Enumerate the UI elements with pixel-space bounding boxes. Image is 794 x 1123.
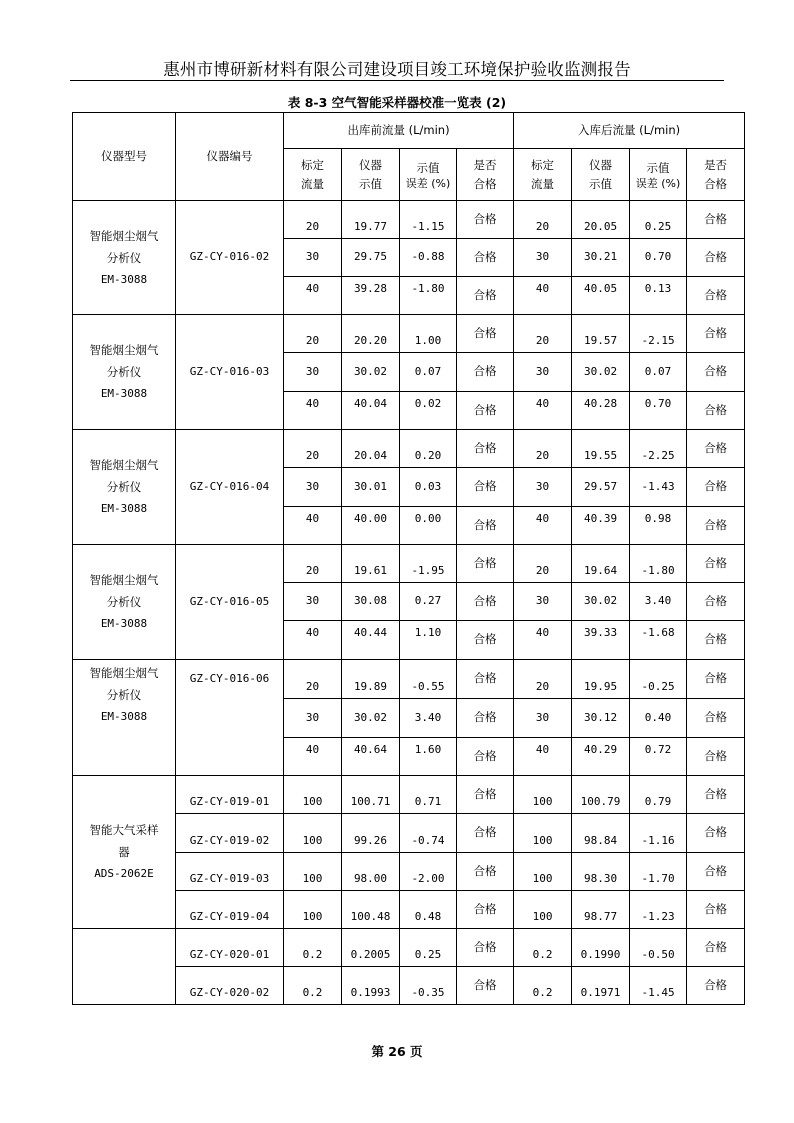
std-flow-out: 100	[284, 853, 342, 891]
std-flow-out: 30	[284, 468, 342, 507]
indicated-in: 30.12	[572, 699, 630, 738]
indicated-out: 39.28	[342, 277, 400, 315]
instrument-id-cell: GZ-CY-016-03	[176, 315, 284, 430]
table-row	[73, 776, 745, 814]
error-in: -0.50	[630, 929, 687, 967]
error-out: 1.60	[400, 738, 457, 776]
header-row-1	[73, 113, 745, 149]
header-error-out	[400, 149, 457, 201]
error-out: 0.07	[400, 353, 457, 392]
instrument-id-cell: GZ-CY-016-05	[176, 545, 284, 660]
error-out: 3.40	[400, 699, 457, 738]
model-text: 智能烟尘烟气	[89, 458, 159, 472]
error-out: 0.48	[400, 891, 457, 929]
instrument-id-cell: GZ-CY-016-06	[176, 660, 284, 776]
indicated-out: 0.1993	[342, 967, 400, 1005]
indicated-in: 40.05	[572, 277, 630, 315]
pass-in: 合格	[687, 392, 745, 430]
error-in: 0.70	[630, 239, 687, 277]
model-text: ADS-2062E	[94, 867, 154, 880]
pass-in: 合格	[687, 583, 745, 621]
indicated-in: 39.33	[572, 621, 630, 660]
std-flow-out: 40	[284, 392, 342, 430]
std-flow-out: 20	[284, 545, 342, 583]
error-in: 3.40	[630, 583, 687, 621]
error-out: -1.80	[400, 277, 457, 315]
indicated-out: 30.08	[342, 583, 400, 621]
pass-in: 合格	[687, 201, 745, 239]
indicated-in: 40.28	[572, 392, 630, 430]
model-cell	[73, 776, 176, 929]
std-flow-in: 100	[514, 776, 572, 814]
header-text: 示值	[589, 176, 613, 191]
std-flow-in: 20	[514, 660, 572, 699]
model-text: 分析仪	[106, 480, 142, 494]
table-row	[73, 315, 745, 353]
std-flow-in: 20	[514, 201, 572, 239]
std-flow-out: 20	[284, 201, 342, 239]
pass-in: 合格	[687, 353, 745, 392]
model-text: EM-3088	[100, 617, 148, 630]
instrument-id-cell: GZ-CY-016-02	[176, 201, 284, 315]
model-text: 智能烟尘烟气	[89, 343, 159, 357]
pass-in: 合格	[687, 853, 745, 891]
indicated-out: 40.44	[342, 621, 400, 660]
std-flow-in: 30	[514, 239, 572, 277]
indicated-out: 40.64	[342, 738, 400, 776]
error-in: -1.45	[630, 967, 687, 1005]
indicated-out: 19.61	[342, 545, 400, 583]
std-flow-out: 20	[284, 430, 342, 468]
error-out: 0.71	[400, 776, 457, 814]
table-row	[73, 430, 745, 468]
header-model: 仪器型号	[73, 113, 176, 201]
model-text: 分析仪	[106, 250, 142, 265]
indicated-in: 30.02	[572, 353, 630, 392]
model-text: EM-3088	[100, 710, 148, 723]
model-text: 智能大气采样	[89, 823, 159, 837]
error-out: 0.25	[400, 929, 457, 967]
model-cell	[73, 660, 176, 776]
header-text: 仪器	[359, 157, 382, 172]
header-text: 流量	[301, 176, 324, 191]
error-in: -1.16	[630, 814, 687, 853]
pass-in: 合格	[687, 468, 745, 507]
model-text: EM-3088	[100, 502, 148, 515]
pass-in: 合格	[687, 239, 745, 277]
std-flow-out: 30	[284, 353, 342, 392]
header-text: 示值	[359, 176, 382, 191]
std-flow-out: 40	[284, 507, 342, 545]
error-in: 0.40	[630, 699, 687, 738]
error-out: -0.55	[400, 660, 457, 699]
model-cell	[73, 430, 176, 545]
header-std-flow-in	[514, 149, 572, 201]
error-out: 0.27	[400, 583, 457, 621]
indicated-in: 98.30	[572, 853, 630, 891]
std-flow-out: 30	[284, 699, 342, 738]
std-flow-out: 20	[284, 660, 342, 699]
header-text: 是否	[704, 157, 728, 172]
indicated-out: 40.00	[342, 507, 400, 545]
model-cell	[73, 201, 176, 315]
pass-in: 合格	[687, 621, 745, 660]
indicated-out: 99.26	[342, 814, 400, 853]
indicated-out: 30.02	[342, 353, 400, 392]
error-out: 0.00	[400, 507, 457, 545]
std-flow-in: 40	[514, 392, 572, 430]
pass-out: 合格	[457, 967, 514, 1005]
instrument-id-cell: GZ-CY-020-02	[176, 967, 284, 1005]
std-flow-in: 100	[514, 814, 572, 853]
report-header: 惠州市博研新材料有限公司建设项目竣工环境保护验收监测报告	[163, 60, 631, 79]
error-out: -2.00	[400, 853, 457, 891]
header-text: 是否	[473, 157, 497, 172]
pass-out: 合格	[457, 277, 514, 315]
table-row	[73, 660, 745, 699]
std-flow-in: 20	[514, 315, 572, 353]
header-error-in	[630, 149, 687, 201]
pass-in: 合格	[687, 967, 745, 1005]
pass-out: 合格	[457, 545, 514, 583]
std-flow-out: 40	[284, 621, 342, 660]
indicated-in: 30.02	[572, 583, 630, 621]
indicated-in: 19.55	[572, 430, 630, 468]
header-text: 标定	[531, 157, 555, 172]
error-in: 0.79	[630, 776, 687, 814]
indicated-out: 20.20	[342, 315, 400, 353]
indicated-out: 29.75	[342, 239, 400, 277]
pass-out: 合格	[457, 315, 514, 353]
indicated-in: 40.39	[572, 507, 630, 545]
model-cell	[73, 545, 176, 660]
pass-out: 合格	[457, 468, 514, 507]
error-out: -0.74	[400, 814, 457, 853]
page-number: 第 26 页	[371, 1044, 423, 1059]
indicated-in: 0.1990	[572, 929, 630, 967]
std-flow-in: 40	[514, 621, 572, 660]
std-flow-in: 20	[514, 545, 572, 583]
error-in: -2.25	[630, 430, 687, 468]
model-cell	[73, 929, 176, 1005]
error-out: -0.35	[400, 967, 457, 1005]
indicated-out: 100.71	[342, 776, 400, 814]
model-text: 智能烟尘烟气	[89, 666, 159, 680]
error-in: -1.80	[630, 545, 687, 583]
header-pass-out	[457, 149, 514, 201]
std-flow-in: 40	[514, 277, 572, 315]
indicated-in: 19.64	[572, 545, 630, 583]
std-flow-in: 40	[514, 738, 572, 776]
error-out: 0.20	[400, 430, 457, 468]
error-in: -1.70	[630, 853, 687, 891]
pass-in: 合格	[687, 277, 745, 315]
error-in: 0.72	[630, 738, 687, 776]
table-row	[73, 545, 745, 583]
indicated-out: 40.04	[342, 392, 400, 430]
pass-in: 合格	[687, 814, 745, 853]
std-flow-in: 100	[514, 853, 572, 891]
std-flow-in: 30	[514, 583, 572, 621]
pass-in: 合格	[687, 891, 745, 929]
error-in: 0.13	[630, 277, 687, 315]
pass-out: 合格	[457, 699, 514, 738]
header-std-flow-out	[284, 149, 342, 201]
indicated-in: 30.21	[572, 239, 630, 277]
indicated-in: 29.57	[572, 468, 630, 507]
pass-out: 合格	[457, 660, 514, 699]
pass-out: 合格	[457, 392, 514, 430]
indicated-out: 20.04	[342, 430, 400, 468]
pass-out: 合格	[457, 430, 514, 468]
std-flow-in: 100	[514, 891, 572, 929]
pass-out: 合格	[457, 814, 514, 853]
instrument-id-cell: GZ-CY-020-01	[176, 929, 284, 967]
std-flow-in: 0.2	[514, 967, 572, 1005]
instrument-id-cell: GZ-CY-019-04	[176, 891, 284, 929]
header-text: 合格	[473, 176, 497, 191]
error-out: -1.95	[400, 545, 457, 583]
header-text: 仪器	[589, 157, 613, 172]
table-caption: 表 8-3 空气智能采样器校准一览表 (2)	[287, 95, 507, 110]
pass-out: 合格	[457, 738, 514, 776]
std-flow-in: 0.2	[514, 929, 572, 967]
std-flow-out: 100	[284, 891, 342, 929]
indicated-out: 19.89	[342, 660, 400, 699]
indicated-in: 40.29	[572, 738, 630, 776]
std-flow-in: 30	[514, 699, 572, 738]
error-in: -0.25	[630, 660, 687, 699]
std-flow-in: 30	[514, 353, 572, 392]
pass-out: 合格	[457, 776, 514, 814]
error-out: -1.15	[400, 201, 457, 239]
calibration-table-wrapper	[72, 112, 744, 1005]
error-in: 0.70	[630, 392, 687, 430]
indicated-in: 19.57	[572, 315, 630, 353]
error-in: -1.23	[630, 891, 687, 929]
indicated-out: 0.2005	[342, 929, 400, 967]
header-id: 仪器编号	[176, 113, 284, 201]
header-text: 误差 (%)	[405, 176, 451, 190]
calibration-table	[72, 112, 745, 1005]
table-row	[73, 929, 745, 967]
pass-out: 合格	[457, 583, 514, 621]
std-flow-out: 100	[284, 776, 342, 814]
error-out: 1.00	[400, 315, 457, 353]
pass-out: 合格	[457, 507, 514, 545]
error-in: -1.43	[630, 468, 687, 507]
std-flow-in: 40	[514, 507, 572, 545]
std-flow-out: 100	[284, 814, 342, 853]
error-out: 0.02	[400, 392, 457, 430]
pass-in: 合格	[687, 430, 745, 468]
indicated-in: 98.77	[572, 891, 630, 929]
pass-in: 合格	[687, 738, 745, 776]
model-text: EM-3088	[100, 272, 148, 286]
error-in: 0.98	[630, 507, 687, 545]
error-in: 0.07	[630, 353, 687, 392]
error-in: 0.25	[630, 201, 687, 239]
instrument-id-cell: GZ-CY-019-01	[176, 776, 284, 814]
indicated-out: 100.48	[342, 891, 400, 929]
pass-out: 合格	[457, 929, 514, 967]
pass-in: 合格	[687, 507, 745, 545]
std-flow-out: 30	[284, 239, 342, 277]
model-text: EM-3088	[100, 387, 148, 400]
pass-in: 合格	[687, 545, 745, 583]
pass-out: 合格	[457, 201, 514, 239]
table-row	[73, 201, 745, 239]
header-rule	[70, 80, 724, 81]
std-flow-in: 30	[514, 468, 572, 507]
header-indicated-in	[572, 149, 630, 201]
pass-in: 合格	[687, 315, 745, 353]
indicated-out: 30.01	[342, 468, 400, 507]
pass-out: 合格	[457, 353, 514, 392]
pass-in: 合格	[687, 929, 745, 967]
indicated-out: 30.02	[342, 699, 400, 738]
std-flow-out: 40	[284, 277, 342, 315]
pass-out: 合格	[457, 621, 514, 660]
std-flow-out: 20	[284, 315, 342, 353]
indicated-out: 98.00	[342, 853, 400, 891]
header-text: 标定	[301, 157, 324, 172]
model-cell	[73, 315, 176, 430]
pass-in: 合格	[687, 776, 745, 814]
indicated-in: 0.1971	[572, 967, 630, 1005]
header-text: 示值	[646, 160, 670, 175]
indicated-in: 100.79	[572, 776, 630, 814]
indicated-in: 98.84	[572, 814, 630, 853]
header-text: 合格	[704, 176, 728, 191]
pass-in: 合格	[687, 660, 745, 699]
indicated-in: 20.05	[572, 201, 630, 239]
header-text: 误差 (%)	[635, 176, 681, 190]
instrument-id-cell: GZ-CY-019-03	[176, 853, 284, 891]
model-text: 分析仪	[106, 365, 142, 379]
error-out: 0.03	[400, 468, 457, 507]
error-out: 1.10	[400, 621, 457, 660]
indicated-in: 19.95	[572, 660, 630, 699]
std-flow-out: 0.2	[284, 967, 342, 1005]
std-flow-out: 30	[284, 583, 342, 621]
table-body	[73, 201, 745, 1005]
model-text: 分析仪	[106, 688, 142, 702]
header-inbound-flow: 入库后流量 (L/min)	[514, 113, 745, 149]
instrument-id-cell: GZ-CY-019-02	[176, 814, 284, 853]
std-flow-in: 20	[514, 430, 572, 468]
pass-out: 合格	[457, 853, 514, 891]
header-outbound-flow: 出库前流量 (L/min)	[284, 113, 514, 149]
model-text: 分析仪	[106, 595, 142, 609]
std-flow-out: 40	[284, 738, 342, 776]
model-text: 器	[118, 845, 130, 859]
error-in: -2.15	[630, 315, 687, 353]
indicated-out: 19.77	[342, 201, 400, 239]
model-text: 智能烟尘烟气	[89, 573, 159, 587]
header-text: 示值	[416, 160, 440, 175]
model-text: 智能烟尘烟气	[89, 228, 159, 243]
pass-out: 合格	[457, 891, 514, 929]
header-pass-in	[687, 149, 745, 201]
error-in: -1.68	[630, 621, 687, 660]
error-out: -0.88	[400, 239, 457, 277]
header-indicated-out	[342, 149, 400, 201]
header-text: 流量	[531, 176, 555, 191]
std-flow-out: 0.2	[284, 929, 342, 967]
pass-out: 合格	[457, 239, 514, 277]
pass-in: 合格	[687, 699, 745, 738]
instrument-id-cell: GZ-CY-016-04	[176, 430, 284, 545]
